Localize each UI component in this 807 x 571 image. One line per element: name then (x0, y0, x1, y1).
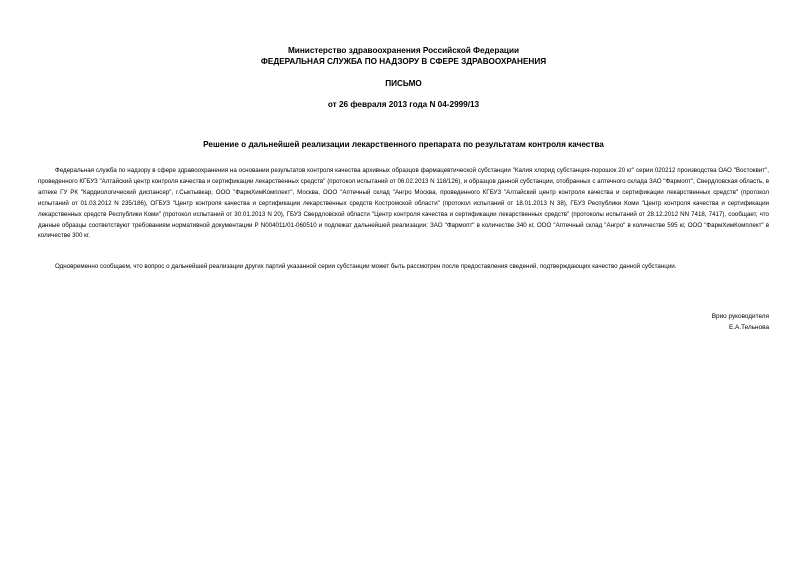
letter-type: ПИСЬМО (385, 79, 422, 88)
signatory-name: Е.А.Тельнова (729, 324, 769, 331)
signatory-title: Врио руководителя (711, 313, 769, 320)
service-name: ФЕДЕРАЛЬНАЯ СЛУЖБА ПО НАДЗОРУ В СФЕРЕ ЗДРАВООХРАНЕНИЯ (260, 57, 547, 66)
ministry-name: Министерство здравоохранения Российской Федерации (287, 46, 520, 55)
body-paragraph: Федеральная служба по надзору в сфере здравоохранения на основании результатов контроля качества архивных образцов фармацевтической субстанции "Калия хлорид субстанция-порошок 20 кг" серии 020212 производства ОАО "Востоквит", проведенного КГБУЗ "Алтайский центр контроля качества и сертификации лекарственных средств" (протокол испытаний от 06.02.2013 N 118/126), и образцов данной субстанции, отобранных с аптечного склада ЗАО "Фармопт", Свердловская область, в аптеке ГУ РК "Кардиологический диспансер", г.Сыктывкар, ООО "ФармХимКомплект", Москва, ООО "Аптечный склад "Ангро Москва, проведенного КГБУЗ "Алтайский центр контроля качества и сертификации лекарственных средств" (протокол испытаний от 01.03.2012 N 235/186), ОГБУЗ "Центр контроля качества и сертификации лекарственных средств Костромской области" (протокол испытаний от 18.01.2013 N 38), ГБУЗ Республики Коми "Центр контроля качества и сертификации лекарственных средств Республики Коми" (протокол испытаний от 30.01.2013 N 20), ГБУЗ Свердловской области "Центр контроля качества и сертификации лекарственных средств" (протоколы испытаний от 28.12.2012 NN 7418, 7417), сообщает, что данные образцы соответствуют требованиям нормативной документации Р N004011/01-060510 и подлежат дальнейшей реализации: ЗАО "Фармопт" в количестве 340 кг, ООО "Аптечный склад "Ангро" в количестве 595 кг, ООО "ФармХимКомплект" в количестве 300 кг. (38, 167, 770, 240)
letter-date-number: от 26 февраля 2013 года N 04-2999/13 (327, 100, 480, 109)
body-paragraph: Одновременно сообщаем, что вопрос о дальнейшей реализации других партий указанной серии субстанции может быть рассмотрен после предоставления сведений, подтверждающих качество данной субстанции. (55, 263, 677, 270)
letter-subject: Решение о дальнейшей реализации лекарственного препарата по результатам контроля качества (203, 140, 604, 149)
